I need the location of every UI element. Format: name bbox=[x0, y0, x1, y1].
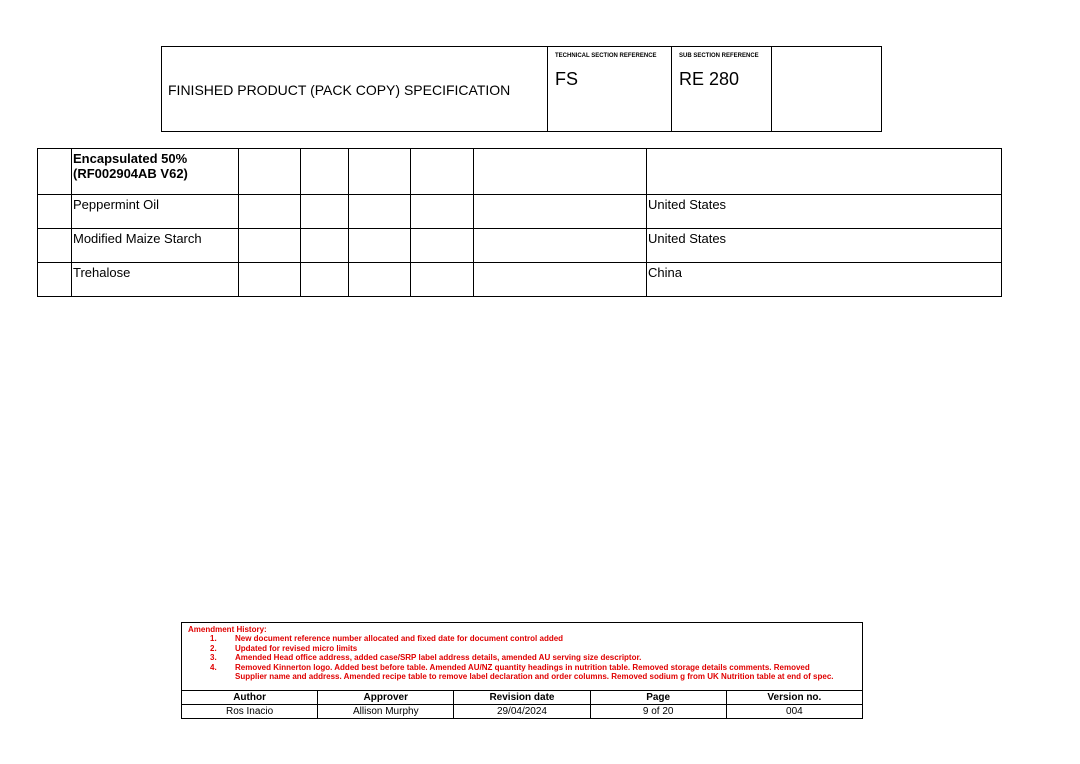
ingredient-group-name bbox=[72, 149, 239, 195]
amendment-title: Amendment History: bbox=[188, 625, 267, 634]
ingredient-origin: China bbox=[647, 263, 1002, 297]
technical-section-label: TECHNICAL SECTION REFERENCE bbox=[555, 53, 657, 59]
approver-header: Approver bbox=[318, 691, 454, 705]
amendment-history bbox=[181, 622, 863, 691]
ingredient-origin: United States bbox=[647, 229, 1002, 263]
page-header: Page bbox=[590, 691, 726, 705]
amendment-list bbox=[210, 634, 835, 682]
approver-value: Allison Murphy bbox=[318, 705, 454, 719]
sub-section-cell bbox=[672, 47, 772, 131]
document-control-table bbox=[181, 690, 863, 719]
revision-date-header: Revision date bbox=[454, 691, 590, 705]
table-row bbox=[182, 705, 863, 719]
group-name-line1: Encapsulated 50% bbox=[73, 151, 188, 166]
ingredient-name: Trehalose bbox=[72, 263, 239, 297]
sub-section-label: SUB SECTION REFERENCE bbox=[679, 53, 759, 59]
table-row bbox=[38, 229, 1002, 263]
ingredient-name: Peppermint Oil bbox=[72, 195, 239, 229]
group-name-line2: (RF002904AB V62) bbox=[73, 166, 188, 181]
list-item: 2. Updated for revised micro limits bbox=[210, 643, 358, 653]
table-row bbox=[182, 691, 863, 705]
ingredient-origin: United States bbox=[647, 195, 1002, 229]
revision-date-value: 29/04/2024 bbox=[454, 705, 590, 719]
header-blank-cell bbox=[772, 47, 881, 131]
version-value: 004 bbox=[726, 705, 862, 719]
technical-section-cell bbox=[548, 47, 672, 131]
ingredient-name: Modified Maize Starch bbox=[72, 229, 239, 263]
technical-section-value: FS bbox=[555, 69, 579, 89]
author-value: Ros Inacio bbox=[182, 705, 318, 719]
sub-section-value: RE 280 bbox=[679, 69, 740, 89]
header-title-cell bbox=[162, 47, 548, 131]
ingredients-table bbox=[37, 148, 1002, 297]
author-header: Author bbox=[182, 691, 318, 705]
version-header: Version no. bbox=[726, 691, 862, 705]
list-item: 1. New document reference number allocated and fixed date for document control added bbox=[210, 634, 564, 643]
list-item: 4. Removed Kinnerton logo. Added best before table. Amended AU/NZ quantity headings in nutrition table. Removed storage details comments. Removed Supplier name and address. Amended recipe table to remove label declaration and order columns. Removed sodium g from UK Nutrition table at end of spec. bbox=[210, 662, 834, 681]
table-row bbox=[38, 263, 1002, 297]
document-title: FINISHED PRODUCT (PACK COPY) SPECIFICATION bbox=[168, 82, 511, 98]
page-value: 9 of 20 bbox=[590, 705, 726, 719]
list-item: 3. Amended Head office address, added case/SRP label address details, amended AU serving size descriptor. bbox=[210, 653, 642, 662]
spec-header bbox=[161, 46, 882, 132]
table-row bbox=[38, 195, 1002, 229]
table-row bbox=[38, 149, 1002, 195]
